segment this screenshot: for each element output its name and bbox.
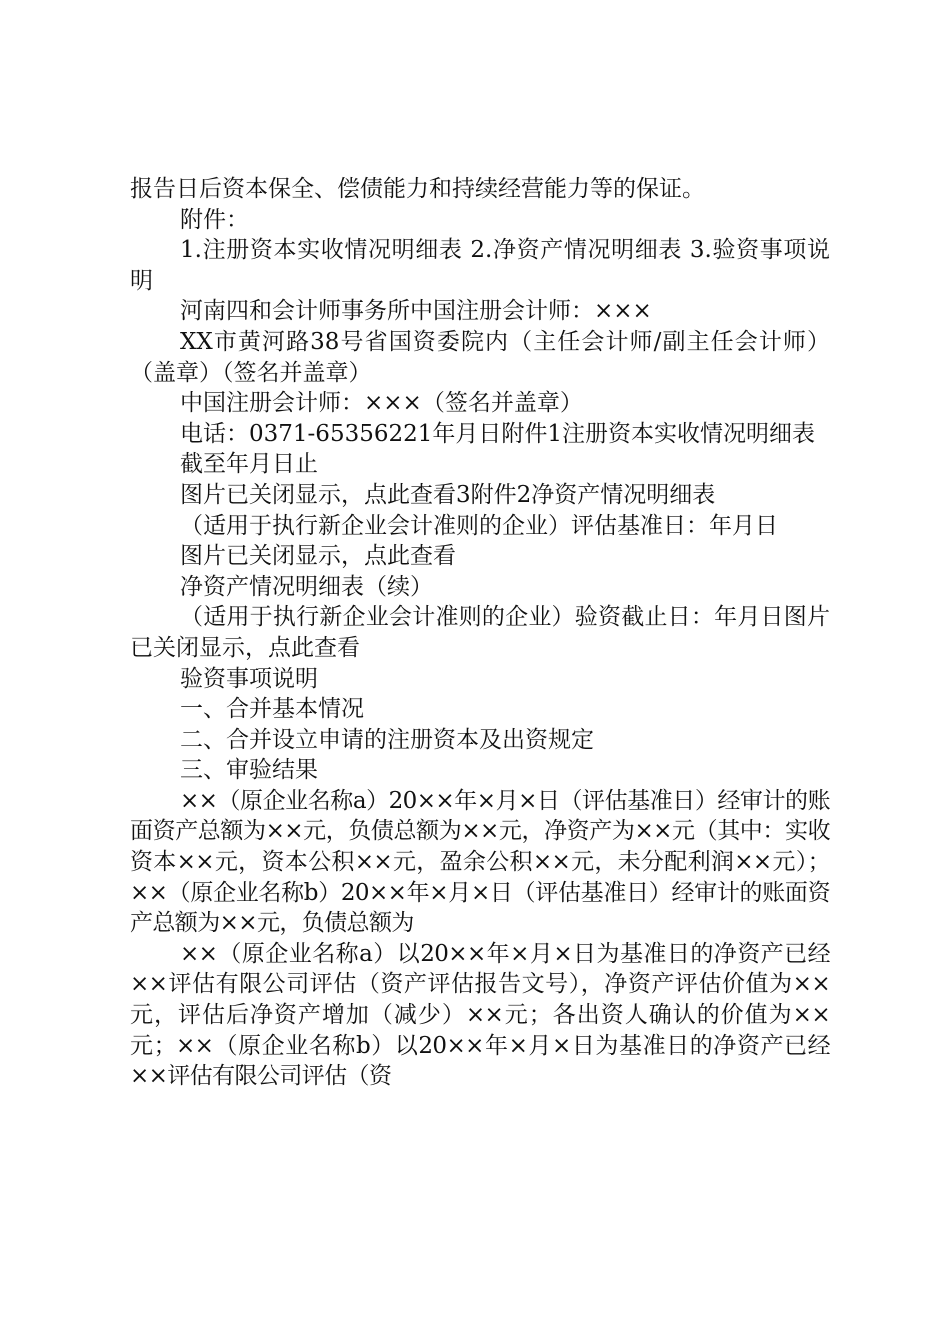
- image-placeholder-attachment-2-title: 图片已关闭显示，点此查看3附件2净资产情况明细表: [180, 481, 716, 508]
- phone-and-attachment-1-title: 电话：0371-65356221年月日附件1注册资本实收情况明细表: [180, 420, 816, 447]
- section-heading-verification-results: 三、审验结果: [180, 757, 318, 784]
- paragraph-audited-assets: ××（原企业名称a）20××年×月×日（评估基准日）经审计的账面资产总额为××元，负债总额为××元，净资产为××元（其中：实收资本××元，资本公积××元，盈余公积××元，未分配利润××元）；××（原企业名称b）20××年×月×日（评估基准日）经审计的账面资产总额为××元，负债总额为: [130, 787, 830, 937]
- attachments-list: 1.注册资本实收情况明细表 2.净资产情况明细表 3.验资事项说明: [130, 237, 830, 294]
- image-placeholder-link: 图片已关闭显示，点此查看: [180, 543, 456, 570]
- as-of-date-line: 截至年月日止: [180, 451, 318, 478]
- net-assets-table-continued-title: 净资产情况明细表（续）: [180, 573, 433, 600]
- attachments-heading: 附件：: [180, 206, 249, 233]
- cpa-signature-line: 中国注册会计师：×××（签名并盖章）: [180, 390, 583, 417]
- paragraph-net-assets-valuation: ××（原企业名称a）以20××年×月×日为基准日的净资产已经××评估有限公司评估（资产评估报告文号），净资产评估价值为××元，评估后净资产增加（减少）××元；各出资人确认的价值为××元；××（原企业名称b）以20××年×月×日为基准日的净资产已经××评估有限公司评估（资: [130, 940, 830, 1090]
- valuation-date-line: （适用于执行新企业会计准则的企业）评估基准日：年月日: [180, 512, 778, 539]
- capital-verification-date-line: （适用于执行新企业会计准则的企业）验资截止日：年月日图片已关闭显示，点此查看: [130, 604, 830, 661]
- section-heading-registered-capital: 二、合并设立申请的注册资本及出资规定: [180, 726, 594, 753]
- document-body: [130, 174, 830, 1092]
- verification-notes-heading: 验资事项说明: [180, 665, 318, 692]
- firm-address-line: XX市黄河路38号省国资委院内（主任会计师/副主任会计师）（盖章）（签名并盖章）: [130, 328, 830, 386]
- paragraph-guarantee-continuation: 报告日后资本保全、偿债能力和持续经营能力等的保证。: [130, 176, 705, 202]
- section-heading-merger-basics: 一、合并基本情况: [180, 696, 364, 723]
- firm-name-line: 河南四和会计师事务所中国注册会计师：×××: [180, 298, 652, 325]
